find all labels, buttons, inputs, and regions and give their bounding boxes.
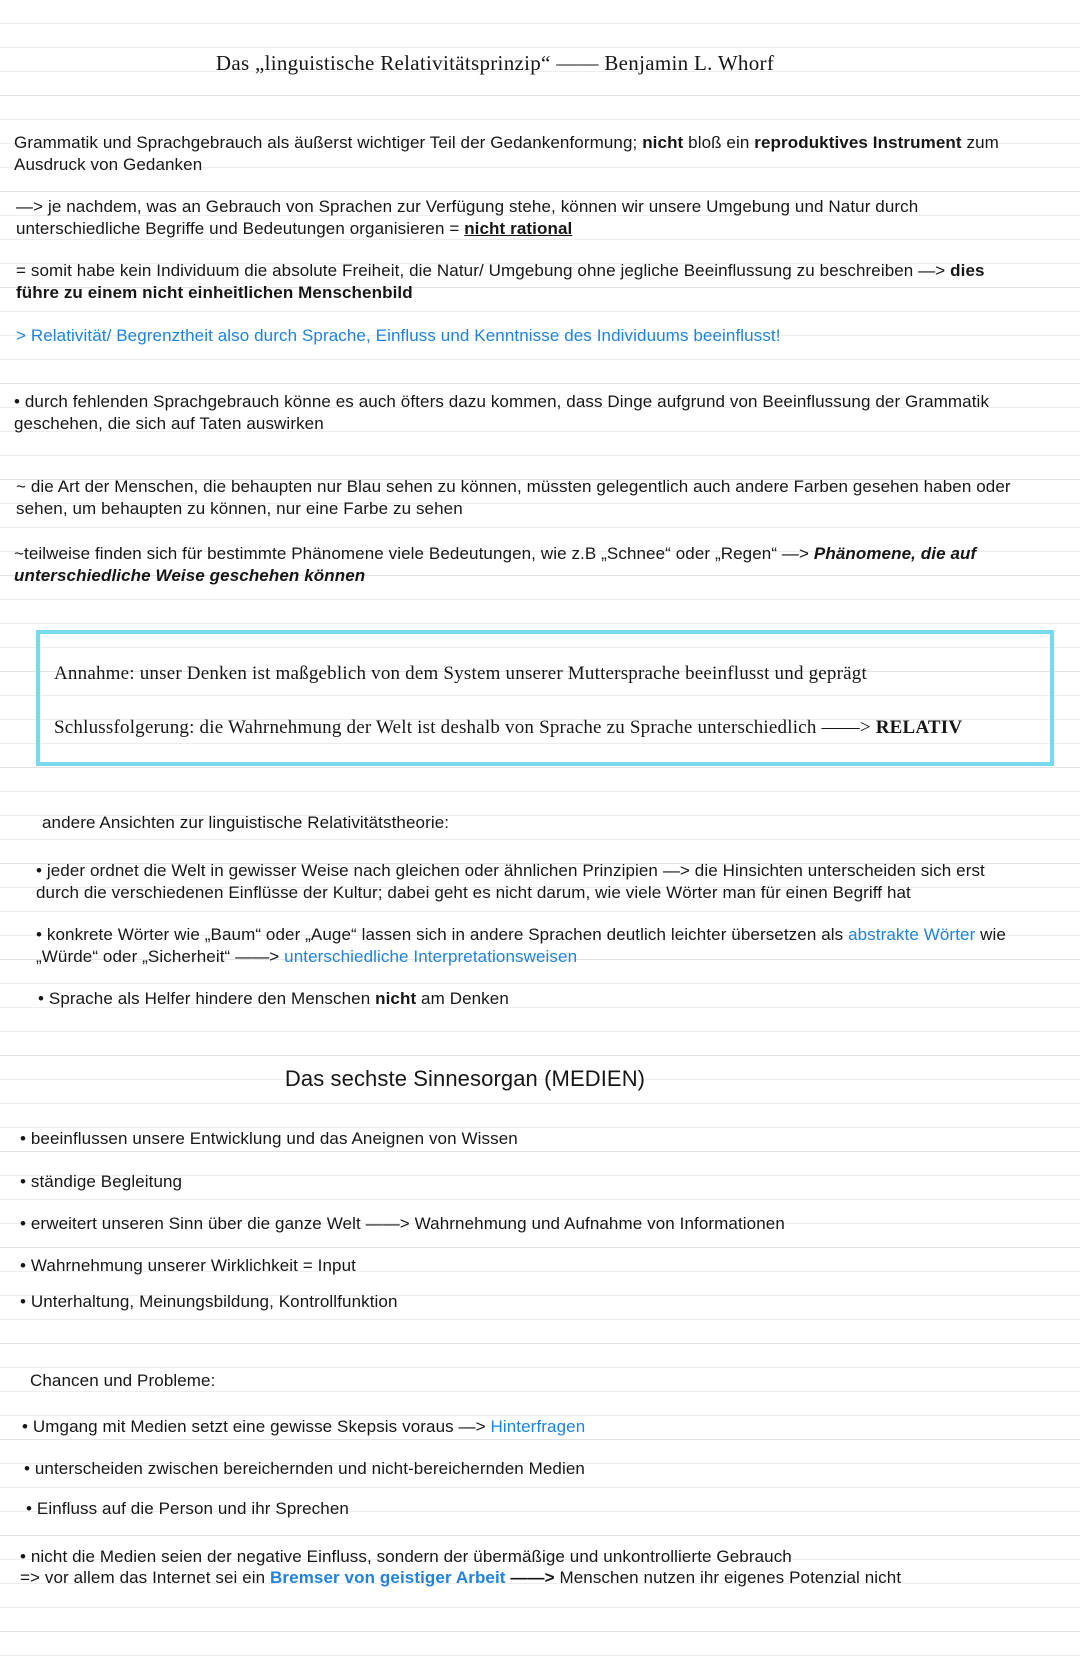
para-jeder-ordnet: • jeder ordnet die Welt in gewisser Weise nach gleichen oder ähnlichen Prinzipien —> die Hinsichten unterscheiden sich erst durch die verschiedenen Einflüsse der Kultur; dabei geht es nicht darum, wie viele Wörter man für einen Begriff hat (36, 861, 985, 902)
para-sprachgebrauch: • durch fehlenden Sprachgebrauch könne es auch öfters dazu kommen, dass Dinge aufgrund von Beeinflussung der Grammatik geschehen, die sich auf Taten auswirken (14, 392, 990, 433)
section-heading-medien: Das sechste Sinnesorgan (MEDIEN) (284, 1066, 646, 1091)
para-sprache-helfer: • Sprache als Helfer hindere den Menschen nicht am Denken (38, 989, 509, 1008)
annahme-box (36, 630, 1054, 766)
medien-bullet: • beeinflussen unsere Entwicklung und das Aneignen von Wissen (20, 1129, 518, 1148)
annahme-line: Annahme: unser Denken ist maßgeblich von dem System unserer Muttersprache beeinflusst und geprägt (54, 663, 867, 684)
medien-bullet: • Unterhaltung, Meinungsbildung, Kontrollfunktion (20, 1292, 398, 1311)
para-konkrete-woerter: • konkrete Wörter wie „Baum“ oder „Auge“ lassen sich in andere Sprachen deutlich leichter übersetzen als abstrakte Wörter wie „Würde“ oder „Sicherheit“ ——> unterschiedliche Interpretationsweisen (36, 925, 1006, 966)
medien-bullet: • Wahrnehmung unserer Wirklichkeit = Input (20, 1256, 356, 1275)
chancen-bullet-umgang: • Umgang mit Medien setzt eine gewisse Skepsis voraus —> Hinterfragen (22, 1417, 586, 1436)
page-title: Das „linguistische Relativitätsprinzip“ —— Benjamin L. Whorf (215, 51, 775, 75)
para-phaenomene: ~teilweise finden sich für bestimmte Phänomene viele Bedeutungen, wie z.B „Schnee“ oder „Regen“ —> Phänomene, die auf unterschiedliche Weise geschehen können (14, 544, 977, 585)
para-grammatik: Grammatik und Sprachgebrauch als äußerst wichtiger Teil der Gedankenformung; nicht bloß ein reproduktives Instrument zum Ausdruck von Gedanken (14, 133, 999, 174)
schlussfolgerung-line: Schlussfolgerung: die Wahrnehmung der Welt ist deshalb von Sprache zu Sprache unterschiedlich ——> RELATIV (54, 717, 963, 738)
chancen-bullet-einfluss: • Einfluss auf die Person und ihr Sprechen (26, 1499, 349, 1518)
subheading-andere-ansichten: andere Ansichten zur linguistische Relativitätstheorie: (42, 813, 450, 832)
note-relativitaet-link: > Relativität/ Begrenztheit also durch Sprache, Einfluss und Kenntnisse des Individuums beeinflusst! (16, 326, 781, 345)
chancen-bullet-unterscheiden: • unterscheiden zwischen bereichernden und nicht-bereichernden Medien (24, 1459, 585, 1478)
subheading-chancen-probleme: Chancen und Probleme: (30, 1371, 216, 1390)
para-blau-beispiel: ~ die Art der Menschen, die behaupten nur Blau sehen zu können, müssten gelegentlich auch andere Farben gesehen haben oder sehen, um behaupten zu können, nur eine Farbe zu sehen (16, 477, 1011, 518)
para-je-nachdem: —> je nachdem, was an Gebrauch von Sprachen zur Verfügung stehe, können wir unsere Umgebung und Natur durch unterschiedliche Begriffe und Bedeutungen organisieren = nicht rational (16, 197, 919, 238)
medien-bullet: • erweitert unseren Sinn über die ganze Welt ——> Wahrnehmung und Aufnahme von Informationen (20, 1214, 785, 1233)
para-somit: = somit habe kein Individuum die absolute Freiheit, die Natur/ Umgebung ohne jegliche Beeinflussung zu beschreiben —> dies führe zu einem nicht einheitlichen Menschenbild (16, 261, 985, 302)
medien-bullet: • ständige Begleitung (20, 1172, 183, 1191)
chancen-bullet-gebrauch: • nicht die Medien seien der negative Einfluss, sondern der übermäßige und unkontrollierte Gebrauch => vor allem das Internet sei ein Bremser von geistiger Arbeit ——> Menschen nutzen ihr eigenes Potenzial nicht (20, 1547, 902, 1587)
